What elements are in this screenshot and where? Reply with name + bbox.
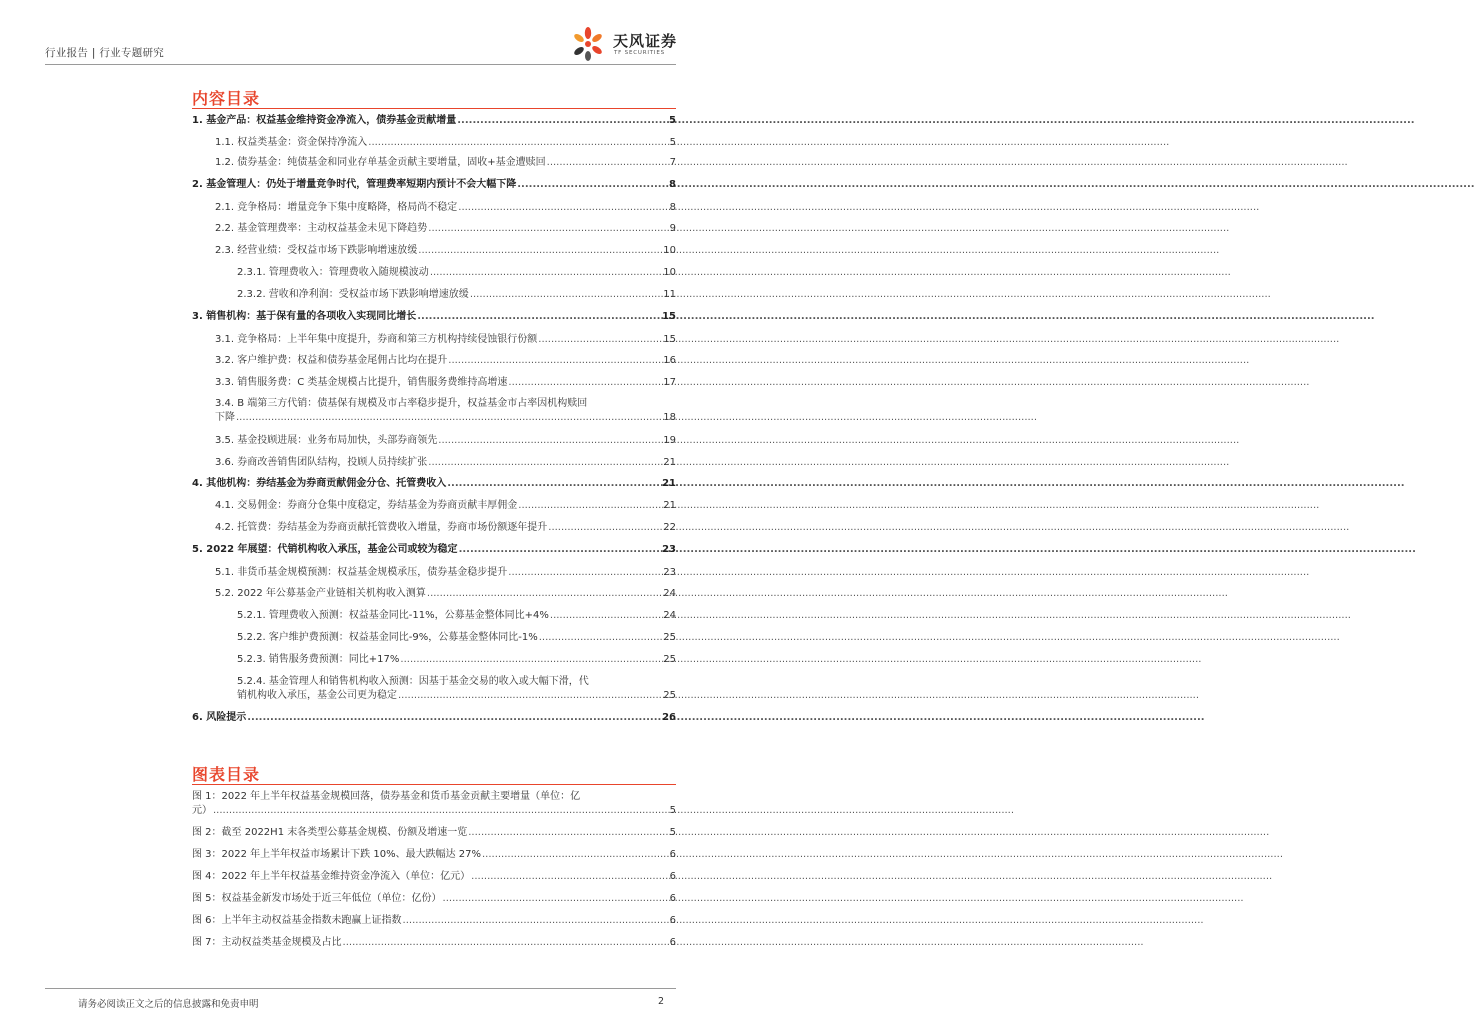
entry-title: 5.1. 非货币基金规模预测：权益基金规模承压，债券基金稳步提升 bbox=[215, 567, 508, 578]
page-number: 2 bbox=[657, 996, 664, 1007]
toc-entry[interactable] bbox=[215, 156, 676, 170]
dot-leader bbox=[458, 201, 668, 215]
dot-leader bbox=[400, 653, 662, 667]
toc-entry[interactable] bbox=[215, 354, 676, 368]
dot-leader bbox=[518, 499, 662, 513]
entry-title: 5.2.3. 销售服务费预测：同比+17% bbox=[237, 654, 400, 665]
dot-leader bbox=[398, 689, 662, 703]
entry-page-number: 5 bbox=[669, 115, 676, 126]
dot-leader bbox=[550, 609, 662, 623]
dot-leader bbox=[236, 411, 662, 425]
toc-entry[interactable] bbox=[192, 310, 676, 324]
entry-page-number: 7 bbox=[669, 157, 676, 168]
toc-entry[interactable] bbox=[192, 711, 676, 725]
entry-page-number: 18 bbox=[663, 412, 676, 423]
entry-page-number: 22 bbox=[663, 522, 676, 533]
entry-page-number: 15 bbox=[662, 311, 676, 322]
dot-leader bbox=[448, 354, 662, 368]
dot-leader bbox=[447, 477, 661, 491]
entry-page-number: 6 bbox=[669, 849, 676, 860]
toc-entry[interactable] bbox=[215, 136, 676, 150]
dot-leader bbox=[430, 266, 662, 280]
entry-title: 2.1. 竞争格局：增量竞争下集中度略降，格局尚不稳定 bbox=[215, 202, 458, 213]
entry-title: 5.2.4. 基金管理人和销售机构收入预测：因基于基金交易的收入或大幅下滑，代 bbox=[237, 676, 589, 687]
entry-title: 图 4：2022 年上半年权益基金维持资金净流入（单位：亿元） bbox=[192, 871, 471, 882]
dot-leader bbox=[508, 566, 662, 580]
dot-leader bbox=[427, 587, 662, 601]
entry-page-number: 19 bbox=[663, 435, 676, 446]
entry-page-number: 21 bbox=[663, 500, 676, 511]
toc-entry[interactable] bbox=[237, 609, 676, 623]
figure-entry[interactable] bbox=[192, 914, 676, 928]
entry-title: 2. 基金管理人：仍处于增量竞争时代，管理费率短期内预计不会大幅下降 bbox=[192, 179, 517, 190]
toc-entry[interactable] bbox=[192, 543, 676, 557]
footer-divider bbox=[45, 988, 676, 989]
entry-title: 4.1. 交易佣金：券商分仓集中度稳定，券结基金为券商贡献丰厚佣金 bbox=[215, 500, 518, 511]
entry-title: 1. 基金产品：权益基金维持资金净流入，债券基金贡献增量 bbox=[192, 115, 457, 126]
figure-entry[interactable] bbox=[192, 870, 676, 884]
toc-entry[interactable] bbox=[237, 675, 676, 703]
entry-title: 图 6：上半年主动权益基金指数未跑赢上证指数 bbox=[192, 915, 402, 926]
header-divider bbox=[45, 64, 676, 65]
figure-entry[interactable] bbox=[192, 936, 676, 950]
toc-entry[interactable] bbox=[192, 178, 676, 192]
logo-subtitle: TF SECURITIES bbox=[614, 50, 665, 56]
figure-entry[interactable] bbox=[192, 848, 676, 862]
entry-title-continued: 元） bbox=[192, 805, 212, 816]
dot-leader bbox=[428, 222, 668, 236]
entry-page-number: 11 bbox=[663, 289, 676, 300]
entry-title: 3.3. 销售服务费：C 类基金规模占比提升，销售服务费维持高增速 bbox=[215, 377, 508, 388]
dot-leader bbox=[482, 848, 669, 862]
entry-title: 2.3.1. 管理费收入：管理费收入随规模波动 bbox=[237, 267, 429, 278]
entry-title: 图 1：2022 年上半年权益基金规模回落，债券基金和货币基金贡献主要增量（单位：亿 bbox=[192, 791, 581, 802]
entry-page-number: 21 bbox=[662, 478, 676, 489]
entry-page-number: 10 bbox=[663, 267, 676, 278]
toc-entry[interactable] bbox=[215, 521, 676, 535]
toc-entry[interactable] bbox=[192, 477, 676, 491]
entry-title: 5.2.1. 管理费收入预测：权益基金同比-11%，公募基金整体同比+4% bbox=[237, 610, 549, 621]
toc-entry[interactable] bbox=[215, 587, 676, 601]
entry-title: 6. 风险提示 bbox=[192, 712, 247, 723]
toc-entry[interactable] bbox=[215, 333, 676, 347]
dot-leader bbox=[471, 870, 668, 884]
figure-entry[interactable] bbox=[192, 892, 676, 906]
logo-name: 天风证券 bbox=[613, 32, 678, 50]
dot-leader bbox=[417, 310, 661, 324]
dot-leader bbox=[457, 114, 668, 128]
toc-entry[interactable] bbox=[215, 376, 676, 390]
entry-title: 图 3：2022 年上半年权益市场累计下跌 10%、最大跌幅达 27% bbox=[192, 849, 481, 860]
toc-entry[interactable] bbox=[237, 288, 676, 302]
dot-leader bbox=[403, 914, 669, 928]
entry-title: 3.5. 基金投顾进展：业务布局加快，头部券商领先 bbox=[215, 435, 438, 446]
entry-title: 1.2. 债券基金：纯债基金和同业存单基金贡献主要增量，固收+基金遭赎回 bbox=[215, 157, 546, 168]
entry-title-continued: 销机构收入承压，基金公司更为稳定 bbox=[237, 690, 397, 701]
entry-title: 2.3.2. 营收和净利润：受权益市场下跌影响增速放缓 bbox=[237, 289, 469, 300]
figures-title: 图表目录 bbox=[192, 765, 261, 784]
toc-entry[interactable] bbox=[215, 244, 676, 258]
toc-entry[interactable] bbox=[215, 566, 676, 580]
entry-title: 图 2：截至 2022H1 末各类型公募基金规模、份额及增速一览 bbox=[192, 827, 468, 838]
dot-leader bbox=[343, 936, 669, 950]
brand-logo bbox=[567, 24, 677, 64]
entry-page-number: 16 bbox=[663, 355, 676, 366]
toc-entry[interactable] bbox=[237, 266, 676, 280]
entry-page-number: 6 bbox=[669, 893, 676, 904]
dot-leader bbox=[247, 711, 661, 725]
entry-title: 4.2. 托管费：券结基金为券商贡献托管费收入增量，券商市场份额逐年提升 bbox=[215, 522, 548, 533]
entry-title: 5.2.2. 客户维护费预测：权益基金同比-9%，公募基金整体同比-1% bbox=[237, 632, 538, 643]
entry-page-number: 10 bbox=[663, 245, 676, 256]
entry-title: 图 5：权益基金新发市场处于近三年低位（单位：亿份） bbox=[192, 893, 442, 904]
dot-leader bbox=[428, 456, 662, 470]
toc-title-underline bbox=[192, 108, 676, 109]
figures-title-underline bbox=[192, 784, 676, 785]
dot-leader bbox=[468, 826, 668, 840]
entry-title-continued: 下降 bbox=[215, 412, 235, 423]
entry-page-number: 8 bbox=[669, 179, 676, 190]
entry-page-number: 25 bbox=[663, 690, 676, 701]
dot-leader bbox=[459, 543, 662, 557]
entry-page-number: 23 bbox=[663, 567, 676, 578]
dot-leader bbox=[538, 333, 662, 347]
entry-page-number: 5 bbox=[669, 137, 676, 148]
toc-title: 内容目录 bbox=[192, 89, 261, 108]
toc-entry[interactable] bbox=[215, 456, 676, 470]
entry-title: 3.1. 竞争格局：上半年集中度提升，券商和第三方机构持续侵蚀银行份额 bbox=[215, 334, 538, 345]
toc-entry[interactable] bbox=[215, 434, 676, 448]
dot-leader bbox=[547, 156, 669, 170]
dot-leader bbox=[438, 434, 662, 448]
toc-entry[interactable] bbox=[215, 201, 676, 215]
entry-page-number: 26 bbox=[662, 712, 676, 723]
entry-title: 2.3. 经营业绩：受权益市场下跌影响增速放缓 bbox=[215, 245, 418, 256]
toc-entry[interactable] bbox=[215, 222, 676, 236]
entry-title: 3.4. B 端第三方代销：债基保有规模及市占率稳步提升，权益基金市占率因机构赎回 bbox=[215, 398, 588, 409]
disclaimer-note: 请务必阅读正文之后的信息披露和免责申明 bbox=[78, 999, 259, 1010]
logo-petals-icon bbox=[567, 24, 611, 64]
entry-page-number: 5 bbox=[669, 827, 676, 838]
entry-page-number: 25 bbox=[663, 654, 676, 665]
entry-page-number: 15 bbox=[663, 334, 676, 345]
toc-entry[interactable] bbox=[192, 114, 676, 128]
entry-title: 3. 销售机构：基于保有量的各项收入实现同比增长 bbox=[192, 311, 417, 322]
report-type-label: 行业报告 | 行业专题研究 bbox=[45, 47, 165, 59]
toc-entry[interactable] bbox=[237, 631, 676, 645]
entry-page-number: 9 bbox=[669, 223, 676, 234]
dot-leader bbox=[517, 178, 668, 192]
entry-title: 图 7：主动权益类基金规模及占比 bbox=[192, 937, 342, 948]
figure-entry[interactable] bbox=[192, 826, 676, 840]
entry-title: 2.2. 基金管理费率：主动权益基金未见下降趋势 bbox=[215, 223, 428, 234]
dot-leader bbox=[548, 521, 662, 535]
entry-page-number: 21 bbox=[663, 457, 676, 468]
dot-leader bbox=[443, 892, 669, 906]
entry-page-number: 6 bbox=[669, 937, 676, 948]
entry-title: 5. 2022 年展望：代销机构收入承压，基金公司或较为稳定 bbox=[192, 544, 458, 555]
figure-entry[interactable] bbox=[192, 790, 676, 818]
dot-leader bbox=[470, 288, 662, 302]
entry-page-number: 24 bbox=[663, 588, 676, 599]
entry-page-number: 24 bbox=[663, 610, 676, 621]
toc-entry[interactable] bbox=[215, 499, 676, 513]
entry-title: 1.1. 权益类基金：资金保持净流入 bbox=[215, 137, 368, 148]
dot-leader bbox=[539, 631, 663, 645]
toc-entry[interactable] bbox=[237, 653, 676, 667]
entry-page-number: 5 bbox=[669, 805, 676, 816]
entry-page-number: 6 bbox=[669, 915, 676, 926]
entry-page-number: 8 bbox=[669, 202, 676, 213]
dot-leader bbox=[368, 136, 668, 150]
entry-page-number: 25 bbox=[663, 632, 676, 643]
entry-page-number: 23 bbox=[662, 544, 676, 555]
toc-entry[interactable] bbox=[215, 397, 676, 425]
entry-title: 5.2. 2022 年公募基金产业链相关机构收入测算 bbox=[215, 588, 426, 599]
dot-leader bbox=[213, 804, 669, 818]
entry-page-number: 17 bbox=[663, 377, 676, 388]
entry-page-number: 6 bbox=[669, 871, 676, 882]
entry-title: 3.2. 客户维护费：权益和债券基金尾佣占比均在提升 bbox=[215, 355, 448, 366]
entry-title: 4. 其他机构：券结基金为券商贡献佣金分仓、托管费收入 bbox=[192, 478, 447, 489]
dot-leader bbox=[418, 244, 662, 258]
dot-leader bbox=[508, 376, 662, 390]
entry-title: 3.6. 券商改善销售团队结构，投顾人员持续扩张 bbox=[215, 457, 428, 468]
